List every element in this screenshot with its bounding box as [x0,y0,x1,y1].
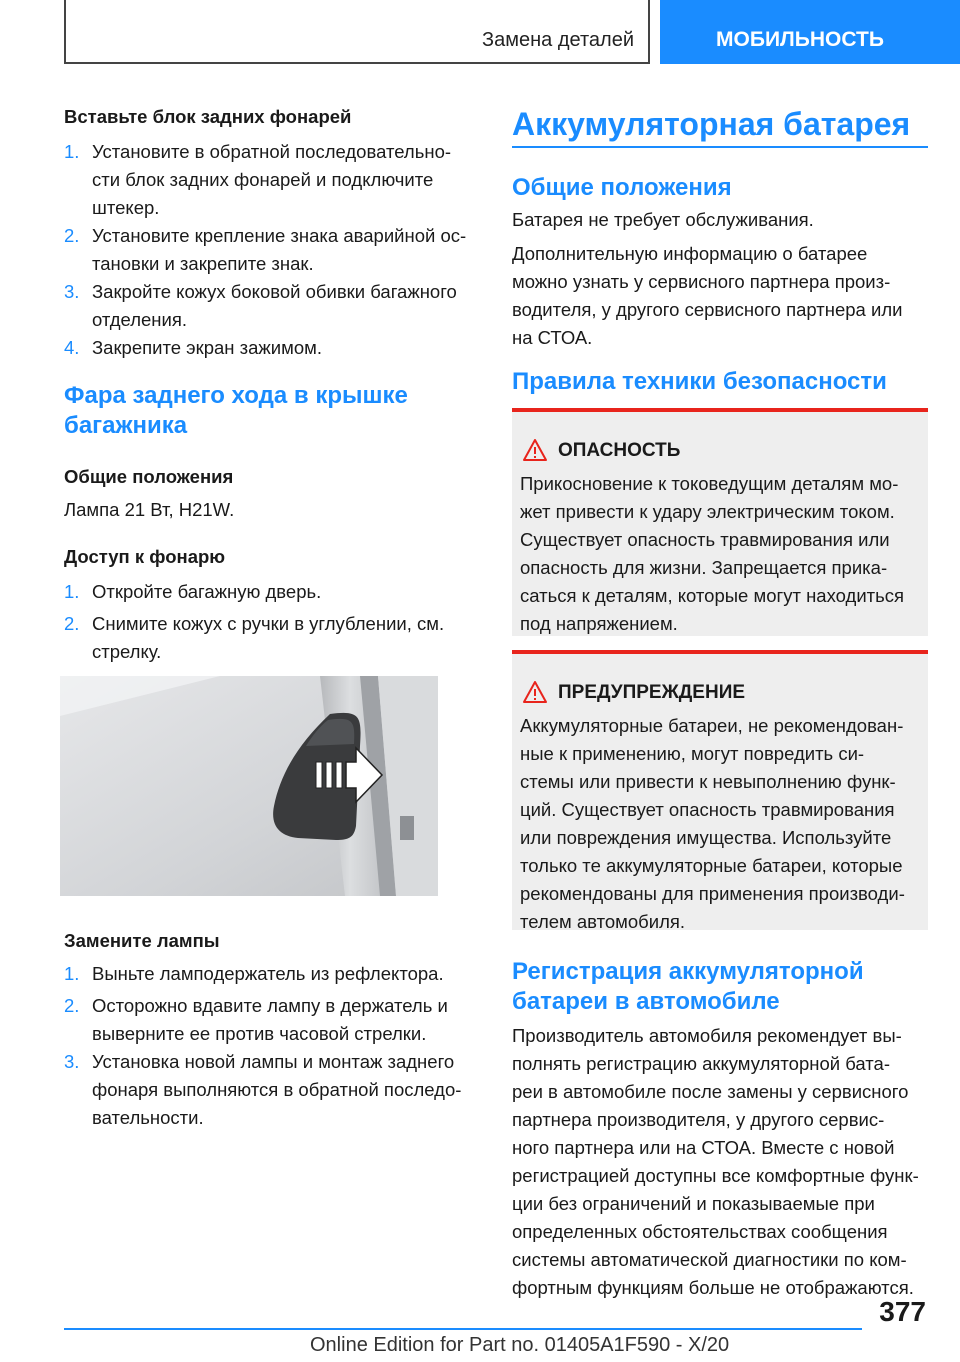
list-item-line: Закрепите экран зажимом. [92,337,322,358]
warning-triangle-icon [522,680,548,704]
warning-line: рекомендованы для применения производи- [520,883,905,904]
list-item-line: штекер. [92,197,160,218]
general-text-2-line: на СТОА. [512,327,593,348]
warning-line: ные к применению, могут повредить си- [520,743,865,764]
registration-heading: батареи в автомобиле [512,988,780,1015]
list-item-line: Откройте багажную дверь. [92,581,322,602]
list-number: 2. [64,613,80,634]
list-number: 1. [64,141,80,162]
list-item-line: Установка новой лампы и монтаж заднего [92,1051,455,1072]
list-item-line: отделения. [92,309,188,330]
general-text-2-line: Дополнительную информацию о батарее [512,243,868,264]
list-item-line: фонаря выполняются в обратной последо- [92,1079,462,1100]
footer-rule [64,1328,862,1330]
list-item-line: Установите крепление знака аварийной ос- [92,225,467,246]
danger-line: Прикосновение к токоведущим деталям мо- [520,473,899,494]
registration-line: фортным функциям больше не отображаются. [512,1277,914,1298]
safety-heading: Правила техники безопасности [512,368,887,395]
list-item-line: Осторожно вдавите лампу в держатель и [92,995,448,1016]
warning-line: Аккумуляторные батареи, не рекомендован- [520,715,904,736]
footer-edition: Online Edition for Part no. 01405A1F590 - X/20 [310,1334,730,1356]
warning-line: телем автомобиля. [520,911,686,932]
list-item-line: Снимите кожух с ручки в углублении, см. [92,613,445,634]
list-item-line: Закройте кожух боковой обивки багажного [92,281,457,302]
general-heading: Общие положения [64,466,234,487]
header-section-box [64,0,650,64]
registration-line: системы автоматической диагностики по ком- [512,1249,907,1270]
section-title: багажника [64,412,188,439]
header-chapter-tab: МОБИЛЬНОСТЬ [660,0,960,64]
section-title: Фара заднего хода в крышке [64,382,408,409]
list-number: 2. [64,995,80,1016]
list-item-line: стрелку. [92,641,162,662]
registration-line: ного партнера или на СТОА. Вместе с новой [512,1137,895,1158]
general-text-1: Батарея не требует обслуживания. [512,209,814,230]
warning-line: ций. Существует опасность травмирования [520,799,895,820]
warning-triangle-icon [522,438,548,462]
warning-line: только те аккумуляторные батареи, которые [520,855,903,876]
registration-line: партнера производителя, у другого сервис- [512,1109,885,1130]
registration-line: полнять регистрацию аккумуляторной бата- [512,1053,890,1074]
trunk-lid-photo [60,676,438,896]
danger-line: Существует опасность травмирования или [520,529,890,550]
list-item-line: Установите в обратной последовательно- [92,141,452,162]
page-number: 377 [879,1296,926,1327]
page-title: Аккумуляторная батарея [512,106,911,142]
danger-line: саться к деталям, которые могут находиться [520,585,905,606]
danger-line: жет привести к удару электрическим током. [520,501,895,522]
general-heading-right: Общие положения [512,174,732,201]
list-item-line: тановки и закрепите знак. [92,253,314,274]
list-item-line: вательности. [92,1107,204,1128]
registration-line: реи в автомобиле после замены у сервисного [512,1081,909,1102]
list-item-line: выверните ее против часовой стрелки. [92,1023,427,1044]
general-text: Лампа 21 Вт, H21W. [64,499,235,520]
registration-line: регистрацией доступны все комфортные функ- [512,1165,919,1186]
danger-box [512,408,928,636]
list-item-line: Выньте ламподержатель из рефлектора. [92,963,444,984]
header-section-label: Замена деталей [482,29,634,51]
access-heading: Доступ к фонарю [64,546,226,567]
title-rule [512,146,928,148]
list-number: 2. [64,225,80,246]
general-text-2-line: можно узнать у сервисного партнера произ- [512,271,891,292]
danger-line: опасность для жизни. Запрещается прика- [520,557,888,578]
danger-line: под напряжением. [520,613,678,634]
warning-line: или повреждения имущества. Используйте [520,827,892,848]
insert-heading: Вставьте блок задних фонарей [64,106,352,127]
list-number: 3. [64,1051,80,1072]
warning-line: стемы или привести к невыполнению функ- [520,771,896,792]
list-number: 3. [64,281,80,302]
registration-heading: Регистрация аккумуляторной [512,958,864,985]
warning-title: ПРЕДУПРЕЖДЕНИЕ [558,682,746,703]
replace-heading: Замените лампы [64,930,220,951]
registration-line: Производитель автомобиля рекомендует вы- [512,1025,902,1046]
list-number: 1. [64,963,80,984]
warning-box [512,650,928,930]
list-number: 4. [64,337,80,358]
list-number: 1. [64,581,80,602]
danger-title: ОПАСНОСТЬ [558,440,681,461]
general-text-2-line: водителя, у другого сервисного партнера или [512,299,903,320]
list-item-line: сти блок задних фонарей и подключите [92,169,434,190]
registration-line: ции без ограничений и показываемые при [512,1193,875,1214]
registration-line: определенных обстоятельствах сообщения [512,1221,888,1242]
